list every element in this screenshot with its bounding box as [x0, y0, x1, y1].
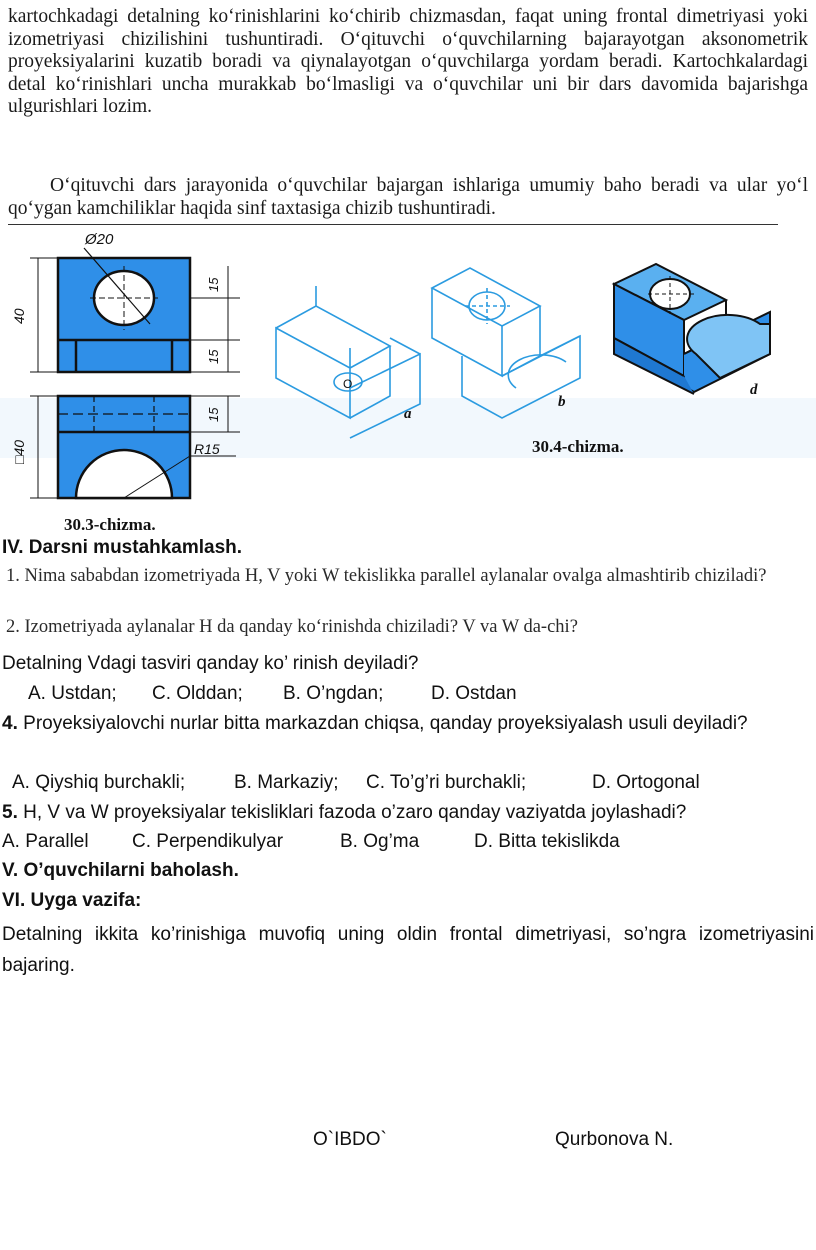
label-d: d	[750, 382, 758, 398]
section6-heading: VI. Uyga vazifa:	[2, 890, 142, 911]
dim-15-c: 15	[206, 407, 221, 422]
caption-left: 30.3-chizma.	[64, 515, 156, 534]
question-2: 2. Izometriyada aylanalar H da qanday ko‘rinishda chiziladi? V va W da-chi?	[6, 617, 578, 637]
section4-heading: IV. Darsni mustahkamlash.	[2, 537, 243, 558]
q3-option-c: C. Olddan;	[152, 683, 243, 704]
q4-option-a: A. Qiyshiq burchakli;	[12, 772, 186, 793]
caption-right: 30.4-chizma.	[532, 437, 624, 456]
figures-svg	[0, 228, 816, 534]
scan-paragraph-1: kartochkadagi detalning ko‘rinishlarini ko‘chirib chizmasdan, faqat uning frontal dimetriyasi yoki izometriyasi chizilishini tushuntiradi. O‘qituvchi o‘quvchilarning bajarayotgan aksonometrik proyeksiyalarini kuzatib boradi va qiynalayotgan o‘quvchilarga yordam beradi. Kartochkalardagi detal ko‘rinishlari uncha murakkab bo‘lmasligi va o‘quvchilar uni bir dars davomida bajarishga ulgurishlari lozim.	[8, 6, 808, 117]
q5-options	[2, 830, 814, 854]
iso-drawing-d	[614, 264, 770, 394]
dim-radius: R15	[194, 441, 220, 457]
footer-right: Qurbonova N.	[555, 1129, 674, 1150]
q5-text: H, V va W proyeksiyalar tekisliklari fazoda o’zaro qanday vaziyatda joylashadi?	[23, 802, 687, 823]
label-b: b	[558, 394, 566, 410]
dim-15-b: 15	[206, 349, 221, 364]
question-1: 1. Nima sababdan izometriyada H, V yoki W tekislikka parallel aylanalar ovalga almashtirib chiziladi?	[6, 566, 767, 586]
homework-text: Detalning ikkita ko’rinishiga muvofiq uning oldin frontal dimetriyasi, so’ngra izometriyasini bajaring.	[2, 924, 814, 976]
dim-diameter: Ø20	[85, 231, 114, 248]
q5-number: 5.	[2, 802, 18, 823]
label-o: O	[343, 377, 353, 391]
q3-option-b: B. O’ngdan;	[283, 683, 384, 704]
q5-option-a: A. Parallel	[2, 831, 89, 852]
q4-option-d: D. Ortogonal	[592, 772, 700, 793]
q4-number: 4.	[2, 713, 18, 734]
test-question-5	[2, 801, 814, 825]
q3-options	[28, 682, 816, 706]
q4-options	[12, 771, 816, 795]
test-question-4	[2, 712, 814, 736]
scan-paragraph-2: O‘qituvchi dars jarayonida o‘quvchilar bajargan ishlariga umumiy baho beradi va ular yo‘l qo‘ygan kamchiliklar haqida sinf taxtasiga chizib tushuntiradi.	[8, 175, 808, 219]
q5-option-d: D. Bitta tekislikda	[474, 831, 620, 852]
dim-height-top: 40	[11, 308, 27, 324]
figure-area	[0, 228, 816, 534]
q4-text: Proyeksiyalovchi nurlar bitta markazdan chiqsa, qanday proyeksiyalash usuli deyiladi?	[23, 713, 748, 734]
section5-heading: V. O’quvchilarni baholash.	[2, 860, 239, 881]
divider-line	[8, 224, 778, 225]
q4-option-b: B. Markaziy;	[234, 772, 339, 793]
dim-15-a: 15	[206, 277, 221, 292]
q5-option-c: C. Perpendikulyar	[132, 831, 284, 852]
test-question-3: Detalning Vdagi tasviri qanday ko’ rinish deyiladi?	[2, 653, 419, 674]
q4-option-c: C. To’g’ri burchakli;	[366, 772, 527, 793]
q5-option-b: B. Og’ma	[340, 831, 420, 852]
q3-option-d: D. Ostdan	[431, 683, 517, 704]
footer-left: O`IBDO`	[313, 1129, 387, 1150]
dim-height-bottom: □40	[11, 439, 27, 464]
label-a: a	[404, 406, 412, 422]
q3-option-a: A. Ustdan;	[28, 683, 117, 704]
